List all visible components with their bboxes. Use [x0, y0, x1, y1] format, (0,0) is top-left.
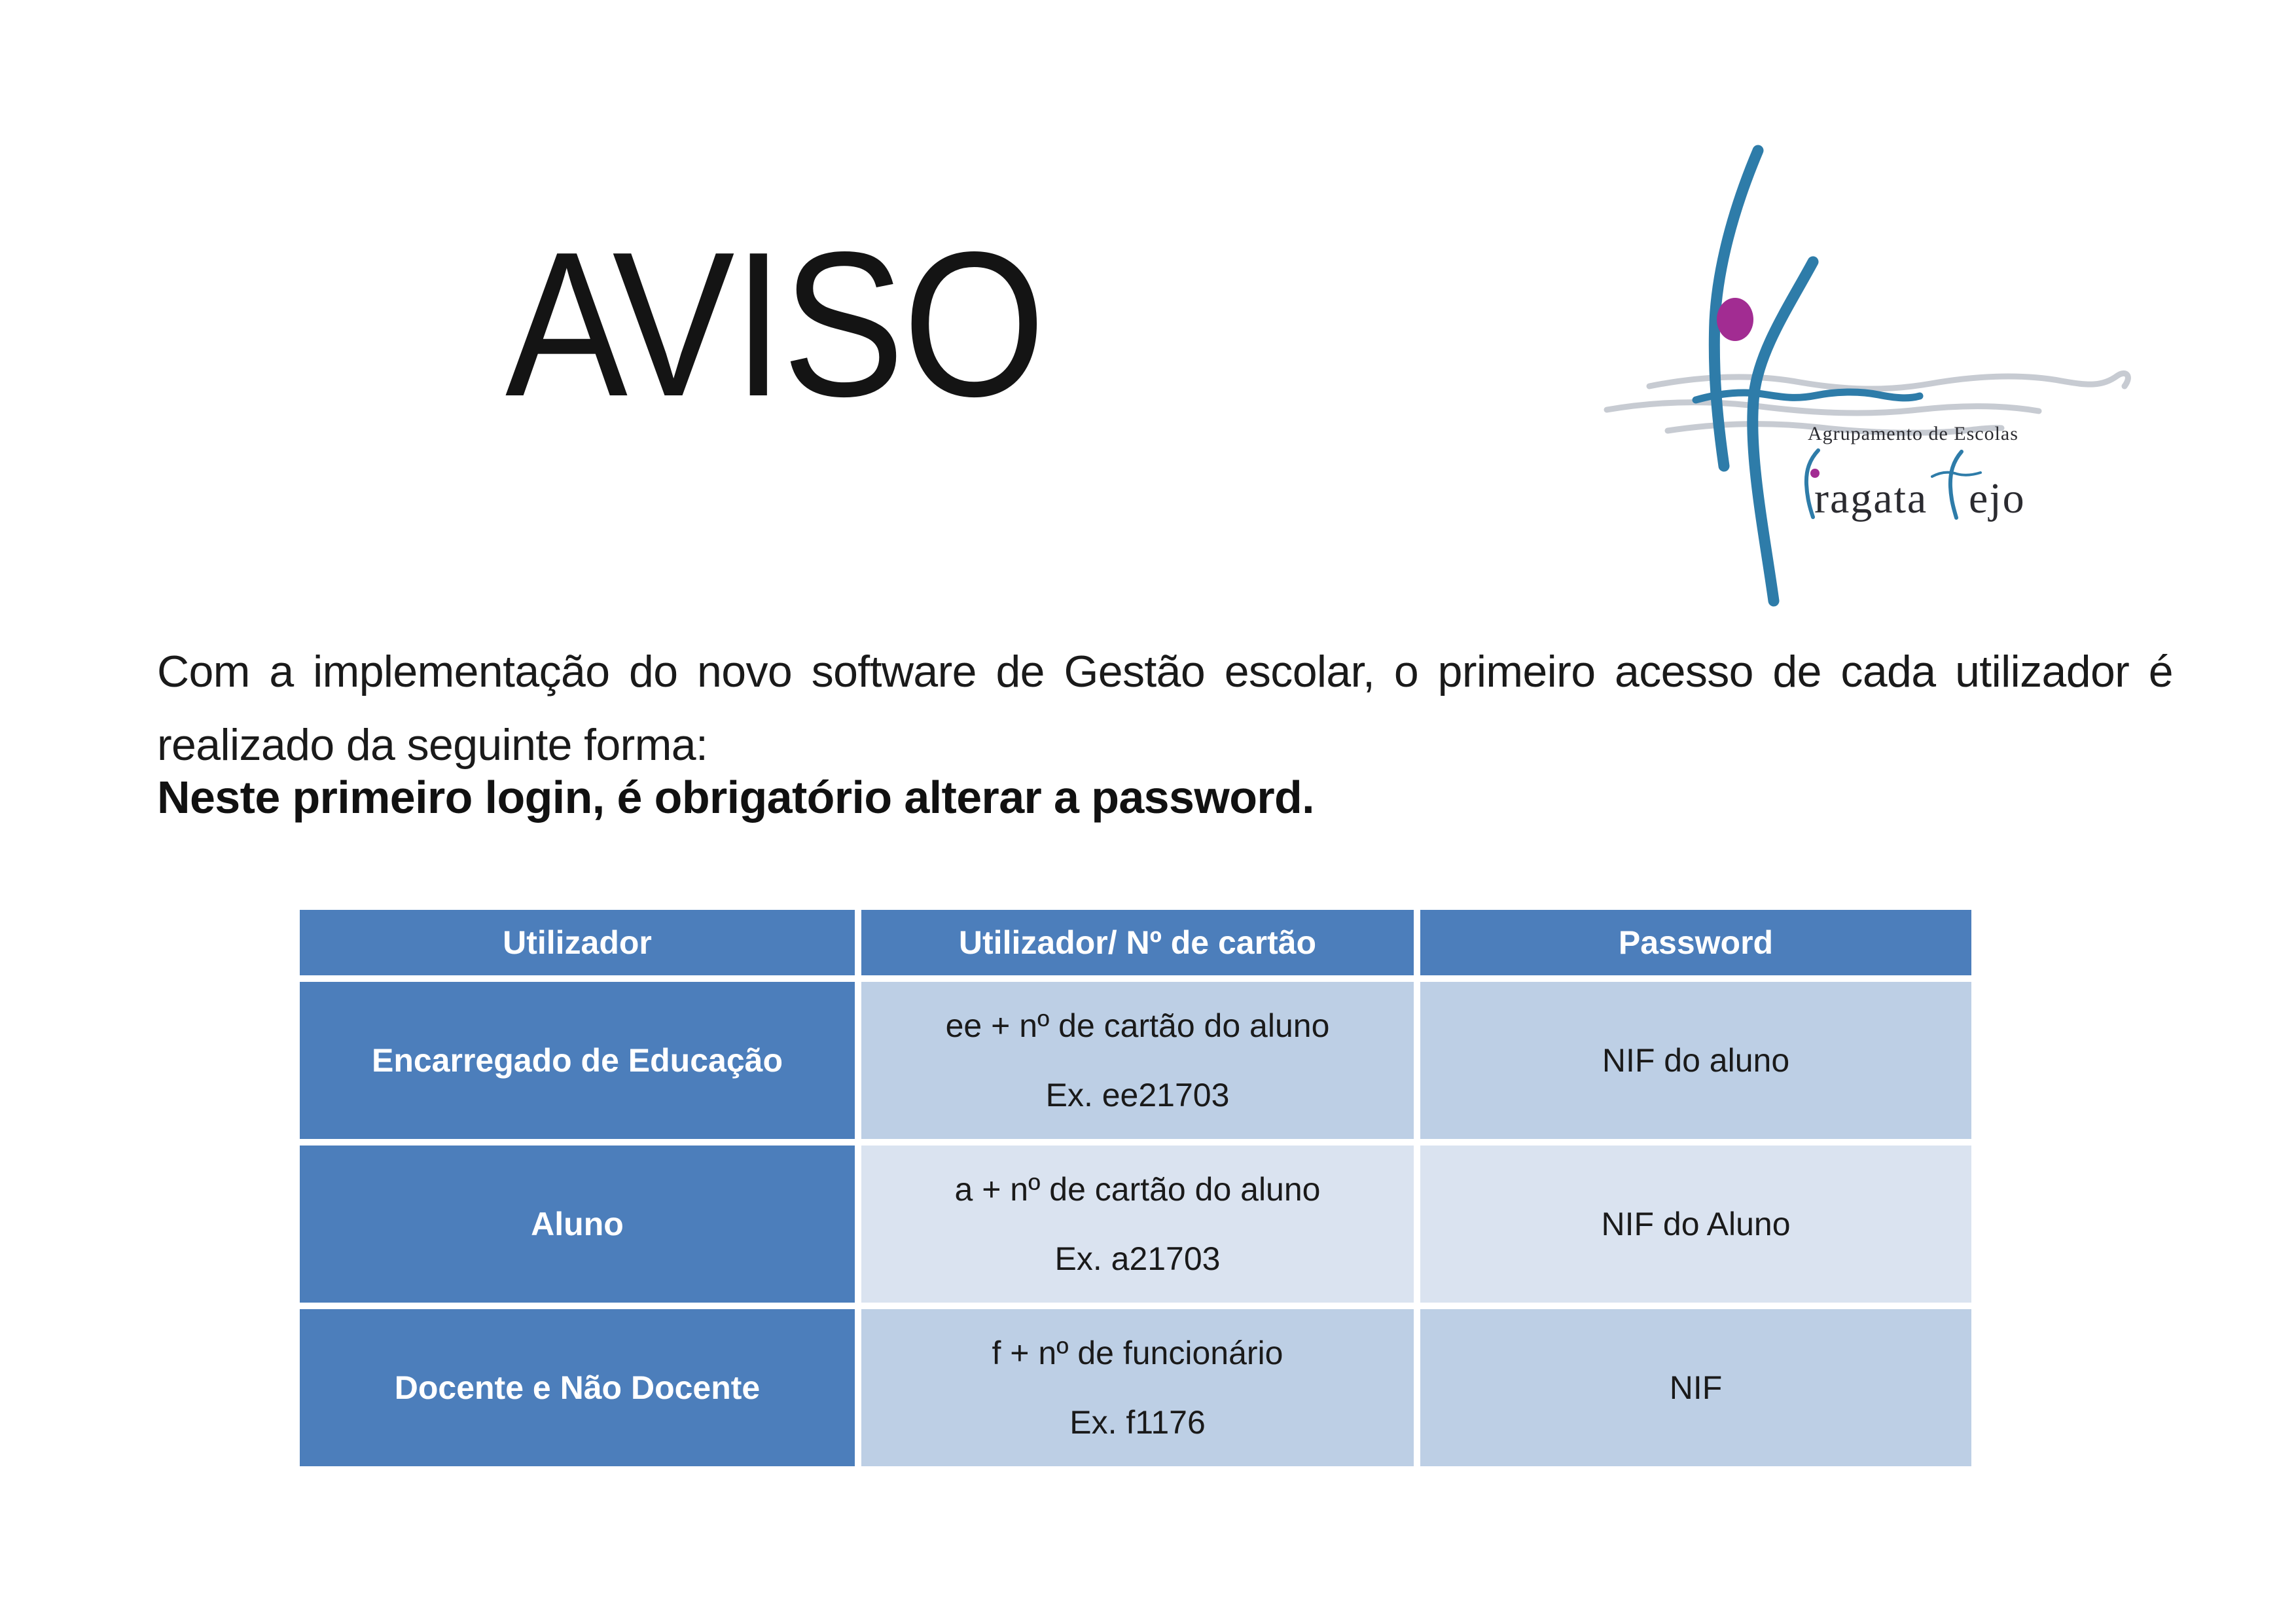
login-format-line: f + nº de funcionário: [992, 1335, 1283, 1371]
login-credentials-table: [300, 910, 1971, 1466]
logo-small-t-icon: [1950, 452, 1962, 518]
school-logo-graphic: [1571, 111, 2199, 635]
column-header-utilizador: Utilizador: [300, 910, 855, 975]
intro-line-1: Com a implementação do novo software de Gestão escolar, o primeiro acesso de cada utilizador é: [157, 647, 2173, 696]
login-example-line: Ex. f1176: [1069, 1404, 1206, 1441]
table-row-login-format: [861, 1309, 1414, 1466]
table-row-login-format: [861, 982, 1414, 1139]
login-format-line: a + nº de cartão do aluno: [954, 1171, 1321, 1208]
intro-line-2: realizado da seguinte forma:: [157, 720, 708, 770]
login-example-line: Ex. ee21703: [1045, 1077, 1230, 1113]
wave-blue: [1696, 392, 1920, 400]
table-row-password: NIF do Aluno: [1420, 1146, 1971, 1303]
wave-gray-middle: [1607, 403, 2039, 413]
intro-paragraph: [157, 635, 2173, 782]
column-header-utilizador-cartao: Utilizador/ Nº de cartão: [861, 910, 1414, 975]
table-row-user-type: Encarregado de Educação: [300, 982, 855, 1139]
mandatory-password-note: Neste primeiro login, é obrigatório alterar a password.: [157, 772, 1314, 823]
logo-org-name: Agrupamento de Escolas: [1808, 423, 2018, 444]
table-row-user-type: Docente e Não Docente: [300, 1309, 855, 1466]
login-format-line: ee + nº de cartão do aluno: [945, 1007, 1330, 1044]
logo-curve-right: [1753, 262, 1813, 601]
table-row-password: NIF: [1420, 1309, 1971, 1466]
login-example-line: Ex. a21703: [1054, 1240, 1221, 1277]
table-row-login-format: [861, 1146, 1414, 1303]
logo-name-ragata: ragata: [1814, 475, 1928, 522]
school-logo: [1571, 111, 2199, 635]
column-header-password: Password: [1420, 910, 1971, 975]
logo-sun-dot: [1717, 298, 1753, 341]
table-row-user-type: Aluno: [300, 1146, 855, 1303]
page-title: AVISO: [505, 209, 1044, 439]
table-row-password: NIF do aluno: [1420, 982, 1971, 1139]
logo-name-ejo: ejo: [1969, 475, 2026, 522]
